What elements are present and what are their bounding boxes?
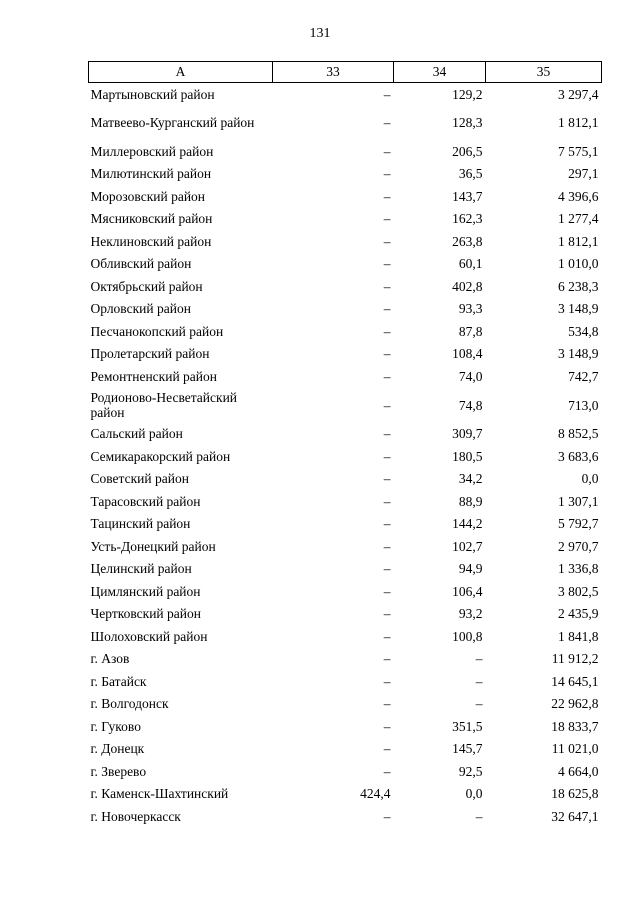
table-row: [89, 670, 602, 693]
cell-col-35: 297,1: [568, 166, 599, 182]
cell-name: Миллеровский район: [90, 143, 214, 159]
cell-name: Пролетарский район: [90, 346, 210, 362]
cell-col-33: –: [383, 166, 391, 182]
cell-col-35: 3 148,9: [558, 346, 599, 362]
cell-name: Чертковский район: [90, 606, 201, 622]
table-row: [89, 105, 602, 140]
cell-col-34: 309,7: [452, 426, 483, 442]
cell-col-34: 144,2: [452, 516, 483, 532]
cell-col-33: –: [383, 763, 391, 779]
cell-col-33: –: [383, 471, 391, 487]
cell-name: Орловский район: [90, 301, 191, 317]
table-body: [89, 83, 602, 828]
cell-col-33: –: [383, 397, 391, 413]
cell-col-35: 4 664,0: [558, 763, 599, 779]
table-row: [89, 230, 602, 253]
cell-col-34: 88,9: [458, 493, 483, 509]
cell-col-33: –: [383, 346, 391, 362]
cell-col-33: 424,4: [360, 786, 391, 802]
header-col-34: 34: [394, 62, 486, 83]
table-row: [89, 185, 602, 208]
cell-col-35: 2 435,9: [558, 606, 599, 622]
cell-col-34: 93,3: [458, 301, 483, 317]
cell-col-33: –: [383, 115, 391, 130]
table-row: [89, 738, 602, 761]
cell-col-35: 1 277,4: [558, 211, 599, 227]
cell-col-33: –: [383, 673, 391, 689]
cell-col-33: –: [383, 188, 391, 204]
cell-col-33: –: [383, 583, 391, 599]
table-row: [89, 208, 602, 231]
cell-name: г. Батайск: [90, 673, 147, 689]
cell-col-34: 108,4: [452, 346, 483, 362]
cell-col-35: 32 647,1: [551, 808, 599, 824]
cell-col-35: 1 307,1: [558, 493, 599, 509]
cell-col-33: –: [383, 628, 391, 644]
cell-name: Тарасовский район: [90, 493, 201, 509]
cell-col-35: 14 645,1: [551, 673, 599, 689]
cell-col-35: 8 852,5: [558, 426, 599, 442]
cell-col-34: 36,5: [458, 166, 483, 182]
cell-col-34: 74,8: [458, 397, 483, 413]
table-row: [89, 365, 602, 388]
data-table: [88, 61, 602, 828]
cell-name: Мясниковский район: [90, 211, 213, 227]
cell-col-34: 143,7: [452, 188, 483, 204]
cell-col-35: 1 812,1: [558, 233, 599, 249]
cell-col-33: –: [383, 516, 391, 532]
table-row: [89, 320, 602, 343]
cell-col-35: 4 396,6: [558, 188, 599, 204]
cell-name: Октябрьский район: [90, 278, 203, 294]
cell-name: Целинский район: [90, 561, 192, 577]
cell-col-33: –: [383, 808, 391, 824]
table-row: [89, 490, 602, 513]
cell-col-34: –: [475, 651, 483, 667]
cell-col-34: 351,5: [452, 718, 483, 734]
cell-col-34: 87,8: [458, 323, 483, 339]
table-row: [89, 140, 602, 163]
cell-col-34: 0,0: [465, 786, 483, 802]
cell-col-35: 7 575,1: [558, 143, 599, 159]
cell-name: Советский район: [90, 471, 189, 487]
cell-col-34: 100,8: [452, 628, 483, 644]
cell-col-33: –: [383, 651, 391, 667]
cell-name: Ремонтненский район: [90, 368, 217, 384]
cell-col-35: 713,0: [568, 397, 599, 413]
cell-col-34: –: [475, 696, 483, 712]
table-row: [89, 423, 602, 446]
cell-col-33: –: [383, 561, 391, 577]
table-row: [89, 580, 602, 603]
cell-col-35: 6 238,3: [558, 278, 599, 294]
cell-col-33: –: [383, 211, 391, 227]
cell-name: Шолоховский район: [90, 628, 208, 644]
cell-col-35: 1 812,1: [558, 115, 599, 130]
cell-col-33: –: [383, 718, 391, 734]
cell-col-34: –: [475, 673, 483, 689]
cell-col-34: 263,8: [452, 233, 483, 249]
cell-name: г. Новочеркасск: [90, 808, 181, 824]
cell-col-35: 18 625,8: [551, 786, 599, 802]
table-row: [89, 783, 602, 806]
cell-name: Морозовский район: [90, 188, 206, 204]
cell-name: Песчанокопский район: [90, 323, 224, 339]
cell-col-35: 18 833,7: [551, 718, 599, 734]
cell-name: Семикаракорский район: [90, 448, 231, 464]
cell-col-33: –: [383, 323, 391, 339]
cell-name: Сальский район: [90, 426, 183, 442]
cell-col-34: 145,7: [452, 741, 483, 757]
cell-col-34: 402,8: [452, 278, 483, 294]
cell-col-34: 162,3: [452, 211, 483, 227]
cell-col-35: 3 683,6: [558, 448, 599, 464]
cell-col-33: –: [383, 606, 391, 622]
table-row: [89, 343, 602, 366]
cell-col-35: 1 010,0: [558, 256, 599, 272]
cell-col-33: –: [383, 448, 391, 464]
header-col-a: А: [89, 62, 273, 83]
cell-name: г. Гуково: [90, 718, 141, 734]
header-col-35: 35: [486, 62, 602, 83]
cell-col-33: –: [383, 278, 391, 294]
cell-col-34: 92,5: [458, 763, 483, 779]
cell-col-35: 3 297,4: [558, 86, 599, 102]
cell-col-35: 11 912,2: [551, 651, 599, 667]
cell-col-35: 1 336,8: [558, 561, 599, 577]
cell-name: Неклиновский район: [90, 233, 212, 249]
cell-col-34: 34,2: [458, 471, 483, 487]
table-row: [89, 805, 602, 828]
cell-col-35: 5 792,7: [558, 516, 599, 532]
cell-col-33: –: [383, 86, 391, 102]
cell-col-35: 1 841,8: [558, 628, 599, 644]
cell-col-33: –: [383, 696, 391, 712]
cell-col-35: 22 962,8: [551, 696, 599, 712]
cell-col-33: –: [383, 143, 391, 159]
cell-col-33: –: [383, 301, 391, 317]
table-row: [89, 445, 602, 468]
table-row: [89, 693, 602, 716]
cell-col-33: –: [383, 493, 391, 509]
cell-col-34: 93,2: [458, 606, 483, 622]
cell-col-34: 106,4: [452, 583, 483, 599]
cell-col-34: 102,7: [452, 538, 483, 554]
cell-col-34: 74,0: [458, 368, 483, 384]
cell-name: Мартыновский район: [90, 86, 215, 102]
cell-col-33: –: [383, 368, 391, 384]
cell-col-35: 742,7: [568, 368, 599, 384]
cell-col-34: 206,5: [452, 143, 483, 159]
cell-name: Тацинский район: [90, 516, 191, 532]
cell-name: г. Каменск-Шахтинский: [90, 786, 229, 802]
cell-name: г. Зверево: [90, 763, 147, 779]
cell-name: Обливский район: [90, 256, 192, 272]
table-row: [89, 298, 602, 321]
table-row: [89, 163, 602, 186]
table-row: [89, 275, 602, 298]
header-col-33: 33: [273, 62, 394, 83]
table-row: [89, 83, 602, 106]
cell-name: Цимлянский район: [90, 583, 201, 599]
table-row: [89, 603, 602, 626]
table-row: [89, 760, 602, 783]
table-row: [89, 648, 602, 671]
table-row: [89, 513, 602, 536]
cell-col-35: 11 021,0: [551, 741, 599, 757]
table-row: [89, 535, 602, 558]
table-header: [89, 62, 602, 83]
table-row: [89, 468, 602, 491]
table-row: [89, 625, 602, 648]
cell-col-34: 94,9: [458, 561, 483, 577]
cell-name: г. Донецк: [90, 741, 145, 757]
cell-col-34: 129,2: [452, 86, 483, 102]
cell-col-35: 2 970,7: [558, 538, 599, 554]
cell-col-34: 60,1: [458, 256, 483, 272]
table-row: [89, 253, 602, 276]
cell-col-35: 534,8: [568, 323, 599, 339]
cell-col-35: 3 148,9: [558, 301, 599, 317]
cell-col-35: 3 802,5: [558, 583, 599, 599]
cell-name: г. Азов: [90, 651, 130, 667]
cell-col-33: –: [383, 538, 391, 554]
page-number: 131: [309, 26, 331, 41]
cell-col-33: –: [383, 426, 391, 442]
cell-name: Матвеево-Курганский район: [90, 115, 255, 130]
cell-col-34: 180,5: [452, 448, 483, 464]
cell-col-33: –: [383, 256, 391, 272]
table-row: [89, 388, 602, 423]
table-row: [89, 715, 602, 738]
cell-col-33: –: [383, 741, 391, 757]
cell-col-34: 128,3: [452, 115, 483, 130]
cell-name: Родионово-Несветайский район: [90, 390, 238, 420]
cell-col-33: –: [383, 233, 391, 249]
table-row: [89, 558, 602, 581]
cell-name: Усть-Донецкий район: [90, 538, 216, 554]
cell-col-35: 0,0: [581, 471, 599, 487]
cell-col-34: –: [475, 808, 483, 824]
cell-name: г. Волгодонск: [90, 696, 169, 712]
cell-name: Милютинский район: [90, 166, 212, 182]
